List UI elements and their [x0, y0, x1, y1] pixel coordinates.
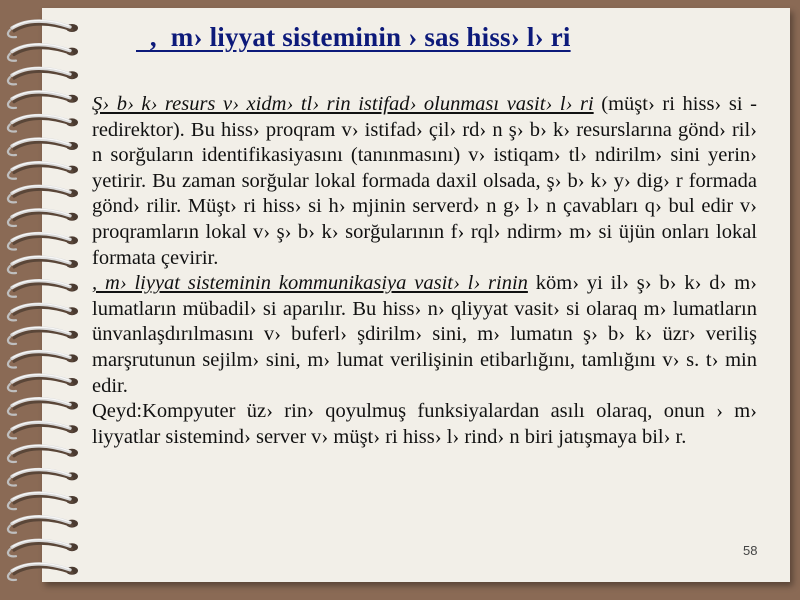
paragraph-3-text: Qeyd:Kompyuter üz› rin› qoyulmuş funksiyalardan asılı olaraq, onun › m› liyyatlar sistemind› server v› müşt› ri hiss› l› rind› n biri jatışmaya bil› r.: [92, 400, 757, 448]
paragraph-1-heading: Ş› b› k› resurs v› xidm› tl› rin istifad› olunması vasit› l› ri: [92, 93, 594, 115]
paragraph-2-text: köm› yi il› ş› b› k› d› m› lumatların mübadil› si aparılır. Bu hiss› n› qliyyat vasit› si olaraq m› lumatların ünvanlaşdırılmasını v› buferl› şdirilm› sini, m› lumatın ş› b› k› üzr› veriliş marşrutunun sejilm› sini, m› lumat verilişinin etibarlığını, tamlığını v› s. t› min edir.: [92, 272, 757, 397]
paragraph-2-heading: , m› liyyat sisteminin kommunikasiya vasit› l› rinin: [92, 272, 528, 295]
paragraph-1: [92, 92, 757, 271]
page-number: 58: [743, 543, 758, 558]
paragraph-3: [92, 399, 757, 450]
spiral-binding-icon: [0, 0, 90, 600]
slide-body: [92, 92, 757, 562]
slide-title: , m› liyyat sisteminin › sas hiss› l› ri: [136, 22, 571, 52]
paragraph-2: [92, 271, 757, 399]
paragraph-1-text: (müşt› ri hiss› si -redirektor). Bu hiss› proqram v› istifad› çil› rd› n ş› b› k› resurslarına gönd› ril› n sorğuların identifikasiyasını (tanınmasını) v› istiqam› tl› ndirilm› sini yerin› yetirir. Bu zaman sorğular lokal formada daxil olsada, ş› b› k› y› dig› r formada gönd› rilir. Müşt› ri hiss› si h› mjinin serverd› n g› l› n çavabları q› bul edir v› proqramların lokal v› ş› b› k› sorğularının f› rql› ndirm› m› si üjün onları lokal formata çevirir.: [92, 93, 757, 269]
